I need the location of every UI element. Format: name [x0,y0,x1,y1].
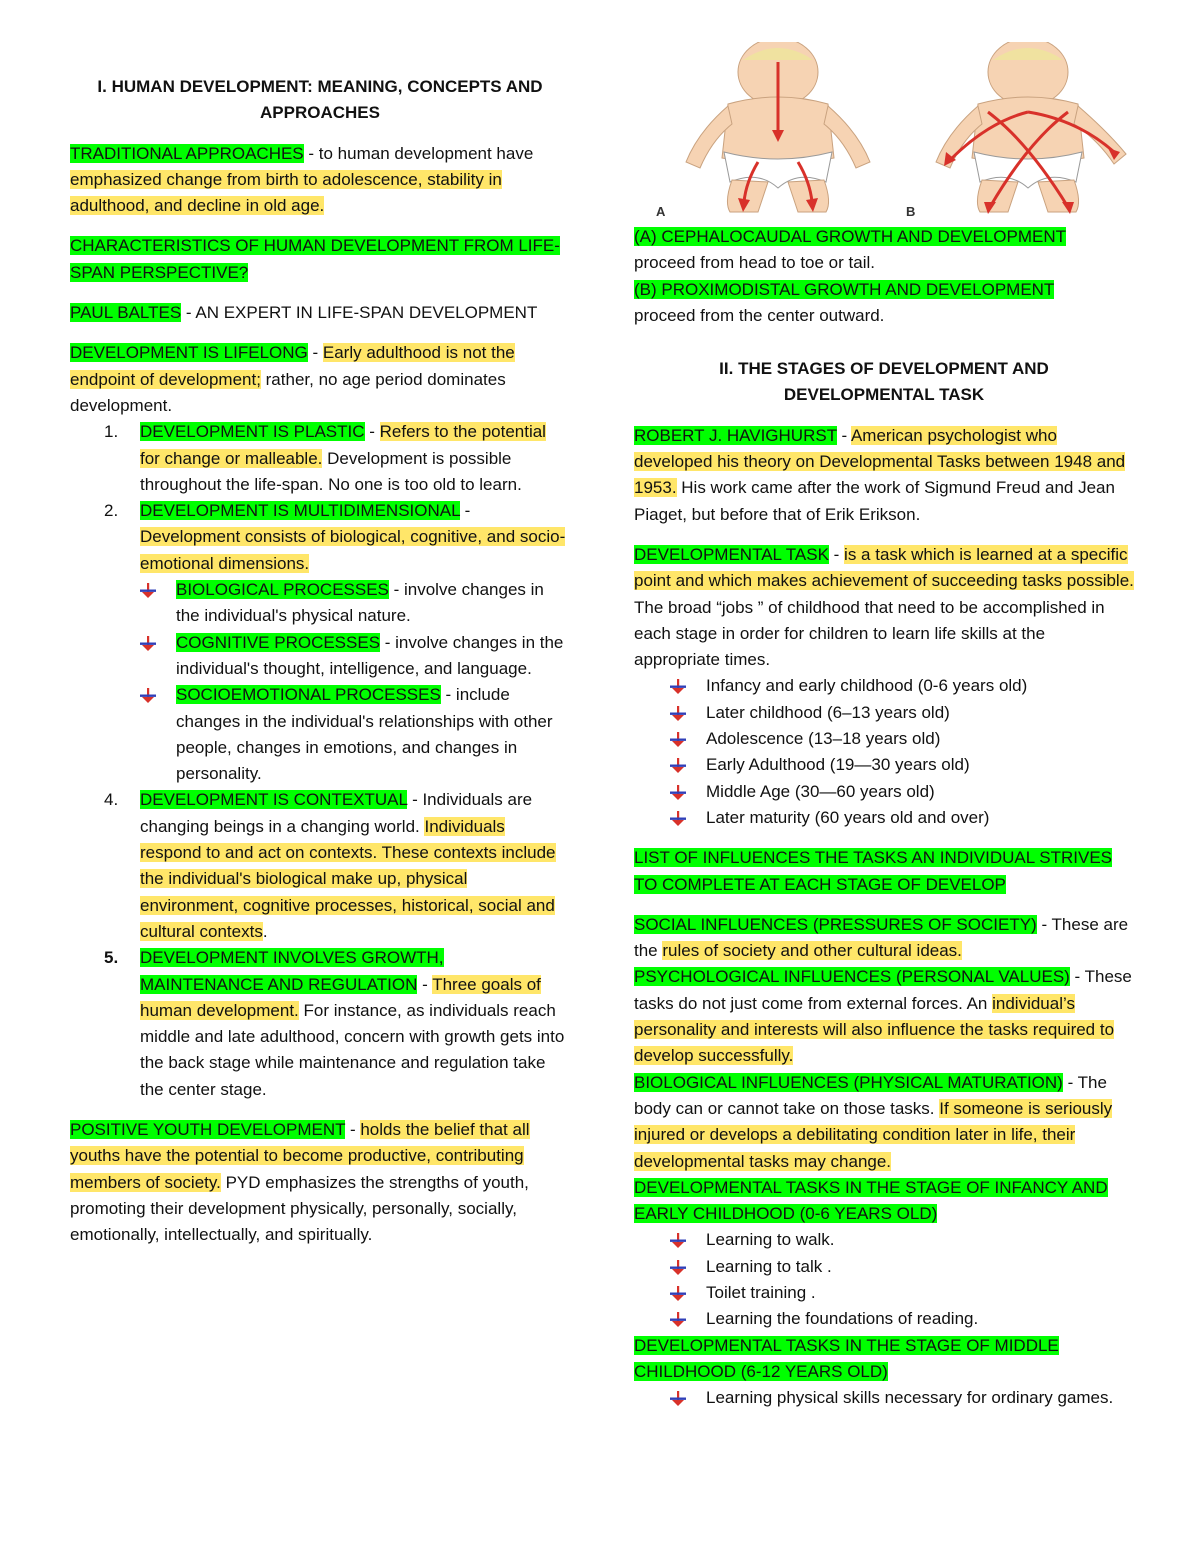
pyd-text: PYD emphasizes the strengths of youth, promoting their development physically, personally, socially, emotionally, intellectually, and spiritually. [70,1172,529,1245]
list-item [70,419,570,498]
list-item [670,1254,1134,1280]
plastic-sep: - [364,422,380,442]
list-number: 1. [104,422,119,442]
baltes-paragraph [70,300,570,326]
proximodistal-text: proceed from the center outward. [634,305,885,325]
developmental-task-paragraph [634,542,1134,673]
list-number: 5. [104,948,119,968]
growth-highlight: Three goals of human development. [140,974,541,1020]
infancy-tasks-list [670,1227,1134,1332]
influences-heading-text: LIST OF INFLUENCES THE TASKS AN INDIVIDUAL STRIVES TO COMPLETE AT EACH STAGE OF DEVELOP [634,848,1113,894]
traditional-approaches-paragraph [70,141,570,220]
task-label: Learning to walk. [706,1230,835,1250]
list-item [670,805,1134,831]
stage-label: Later maturity (60 years old and over) [706,807,990,827]
biological-influences-text: - The body can or cannot take on those tasks. [634,1072,1107,1118]
cephalocaudal-term: (A) CEPHALOCAUDAL GROWTH AND DEVELOPMENT [634,227,1066,246]
plastic-text: Development is possible throughout the life-span. No one is too old to learn. [140,448,522,494]
middle-tasks-heading [634,1333,1134,1386]
arrow-bullet-icon [670,1233,686,1248]
left-column [70,74,570,1248]
biological-influences-highlight: If someone is seriously injured or develops a debilitating condition later in life, their developmental tasks may change. [634,1098,1113,1171]
list-item [670,752,1134,778]
task-label: Learning the foundations of reading. [706,1309,979,1329]
psychological-influences-highlight: individual’s personality and interests will also influence the tasks required to develop successfully. [634,993,1115,1066]
contextual-sep: - [407,790,423,810]
arrow-bullet-icon [670,1260,686,1275]
lifelong-highlight: Early adulthood is not the endpoint of development; [70,343,515,389]
contextual-end: . [262,921,268,941]
infancy-tasks-heading [634,1175,1134,1228]
social-influences-term: SOCIAL INFLUENCES (PRESSURES OF SOCIETY) [634,914,1037,934]
list-item [670,1306,1134,1332]
arrow-bullet-icon [140,583,156,598]
proximodistal-paragraph [634,277,1134,330]
plastic-highlight: Refers to the potential for change or malleable. [140,422,546,468]
growth-text: For instance, as individuals reach middle and late adulthood, concern with growth gets into the back stage while maintenance and regulation take the center stage. [140,1000,565,1099]
socioemotional-processes-text: - include changes in the individual's relationships with other people, changes in emotions, and changes in personality. [176,685,553,784]
infancy-tasks-heading-text: DEVELOPMENTAL TASKS IN THE STAGE OF INFANCY AND EARLY CHILDHOOD (0-6 YEARS OLD) [634,1177,1108,1224]
list-item [670,700,1134,726]
arrow-bullet-icon [670,811,686,826]
growth-sep: - [417,974,433,994]
list-number: 4. [104,790,119,810]
biological-processes-term: BIOLOGICAL PROCESSES [176,580,389,600]
stage-label: Adolescence (13–18 years old) [706,729,941,749]
list-item [70,945,570,1103]
lifelong-sep: - [307,343,323,363]
contextual-term: DEVELOPMENT IS CONTEXTUAL [140,790,408,810]
stage-label: Later childhood (6–13 years old) [706,702,950,722]
middle-tasks-heading-text: DEVELOPMENTAL TASKS IN THE STAGE OF MIDDLE CHILDHOOD (6-12 YEARS OLD) [634,1335,1059,1381]
figure-label-a: A [656,204,666,218]
contextual-highlight: Individuals respond to and act on contexts. These contexts include the individual's biological make up, physical environment, cognitive processes, historical, social and cultural contexts [140,816,556,941]
process-list [140,577,570,787]
cephalocaudal-text: proceed from head to toe or tail. [634,253,875,273]
contextual-text: Individuals are changing beings in a changing world. [140,790,533,836]
arrow-bullet-icon [670,706,686,721]
havighurst-paragraph [634,423,1134,528]
list-item [670,1280,1134,1306]
arrow-bullet-icon [670,758,686,773]
socioemotional-processes-term: SOCIOEMOTIONAL PROCESSES [176,685,441,705]
middle-tasks-list [670,1385,1134,1411]
growth-term: DEVELOPMENT INVOLVES GROWTH, MAINTENANCE AND REGULATION [140,948,444,994]
baby-figure-a [686,42,870,212]
biological-processes-text: - involve changes in the individual's physical nature. [176,580,544,626]
havighurst-text: His work came after the work of Sigmund Freud and Jean Piaget, but before that of Erik Erikson. [634,478,1115,524]
list-item [670,779,1134,805]
psychological-influences-text: - These tasks do not just come from external forces. An [634,967,1132,1013]
characteristics-term: CHARACTERISTICS OF HUMAN DEVELOPMENT FROM LIFE-SPAN PERSPECTIVE? [70,236,560,282]
list-item [670,1227,1134,1253]
havighurst-sep: - [836,425,851,445]
section-title-2-line1: II. THE STAGES OF DEVELOPMENT AND [719,359,1049,379]
cognitive-processes-term: COGNITIVE PROCESSES [176,632,381,652]
lifelong-text: rather, no age period dominates development. [70,369,506,415]
list-item [140,577,570,630]
lifelong-term: DEVELOPMENT IS LIFELONG [70,343,308,363]
arrow-bullet-icon [670,679,686,694]
list-item [70,787,570,945]
section-title-2-line2: DEVELOPMENTAL TASK [783,385,985,405]
list-item [140,682,570,787]
arrow-bullet-icon [140,688,156,703]
list-item [670,726,1134,752]
arrow-bullet-icon [670,1286,686,1301]
list-item [670,1385,1134,1411]
influences-heading [634,845,1134,898]
arrow-bullet-icon [670,732,686,747]
section-title-2 [634,356,1134,409]
stage-label: Early Adulthood (19—30 years old) [706,755,970,775]
biological-influences-term: BIOLOGICAL INFLUENCES (PHYSICAL MATURATION) [634,1072,1063,1092]
lifelong-paragraph [70,340,570,419]
plastic-term: DEVELOPMENT IS PLASTIC [140,422,365,442]
task-label: Learning physical skills necessary for ordinary games. [706,1388,1114,1408]
cephalocaudal-paragraph [634,224,1134,277]
psychological-influences-term: PSYCHOLOGICAL INFLUENCES (PERSONAL VALUES) [634,967,1070,987]
social-influences-text: - These are the [634,914,1129,961]
stage-label: Middle Age (30—60 years old) [706,781,935,801]
development-list [70,419,570,1103]
list-item [70,498,570,787]
arrow-bullet-icon [670,1312,686,1327]
pyd-paragraph [70,1117,570,1248]
baltes-text: - AN EXPERT IN LIFE-SPAN DEVELOPMENT [181,303,538,323]
developmental-task-highlight: is a task which is learned at a specific point and which makes achievement of succeeding tasks possible. [634,544,1134,591]
section-title-1-line2: APPROACHES [260,103,380,123]
list-number: 2. [104,501,119,521]
arrow-bullet-icon [140,636,156,651]
developmental-task-text: The broad “jobs ” of childhood that need to be accomplished in each stage in order for children to learn life skills at the appropriate times. [634,597,1105,670]
social-influences-paragraph [634,912,1134,965]
havighurst-term: ROBERT J. HAVIGHURST [634,425,837,445]
arrow-bullet-icon [670,785,686,800]
cognitive-processes-text: - involve changes in the individual's thought, intelligence, and language. [176,632,564,678]
social-influences-highlight: rules of society and other cultural ideas. [662,941,962,961]
multidimensional-highlight: Development consists of biological, cognitive, and socio-emotional dimensions. [140,527,566,573]
proximodistal-term: (B) PROXIMODISTAL GROWTH AND DEVELOPMENT [634,279,1055,299]
traditional-text: - to human development have [303,143,534,163]
task-label: Toilet training . [706,1282,816,1302]
section-title-1-line1: I. HUMAN DEVELOPMENT: MEANING, CONCEPTS AND [97,77,543,96]
task-label: Learning to talk . [706,1256,832,1276]
growth-direction-figure [648,42,1154,218]
havighurst-highlight: American psychologist who developed his theory on Developmental Tasks between 1948 and 1953. [634,425,1126,498]
biological-influences-paragraph [634,1070,1134,1175]
multidimensional-term: DEVELOPMENT IS MULTIDIMENSIONAL [140,501,460,521]
traditional-approaches-term: TRADITIONAL APPROACHES [70,143,304,163]
developmental-task-sep: - [828,544,845,564]
pyd-highlight: holds the belief that all youths have the potential to become productive, contributing members of society. [70,1119,530,1192]
stage-label: Infancy and early childhood (0-6 years old) [706,676,1028,696]
traditional-highlight: emphasized change from birth to adolescence, stability in adulthood, and decline in old age. [70,169,502,216]
pyd-sep: - [345,1119,361,1139]
developmental-task-term: DEVELOPMENTAL TASK [634,544,829,564]
figure-label-b: B [906,204,916,218]
baby-figure-b [936,42,1126,214]
multidimensional-sep: - [459,501,471,521]
characteristics-heading [70,233,570,286]
list-item [670,673,1134,699]
stages-list [670,673,1134,831]
arrow-bullet-icon [670,1391,686,1406]
baltes-term: PAUL BALTES [70,303,182,323]
list-item [140,630,570,683]
psychological-influences-paragraph [634,964,1134,1069]
right-column [634,224,1134,1411]
pyd-term: POSITIVE YOUTH DEVELOPMENT [70,1119,346,1139]
section-title-1 [70,74,570,127]
